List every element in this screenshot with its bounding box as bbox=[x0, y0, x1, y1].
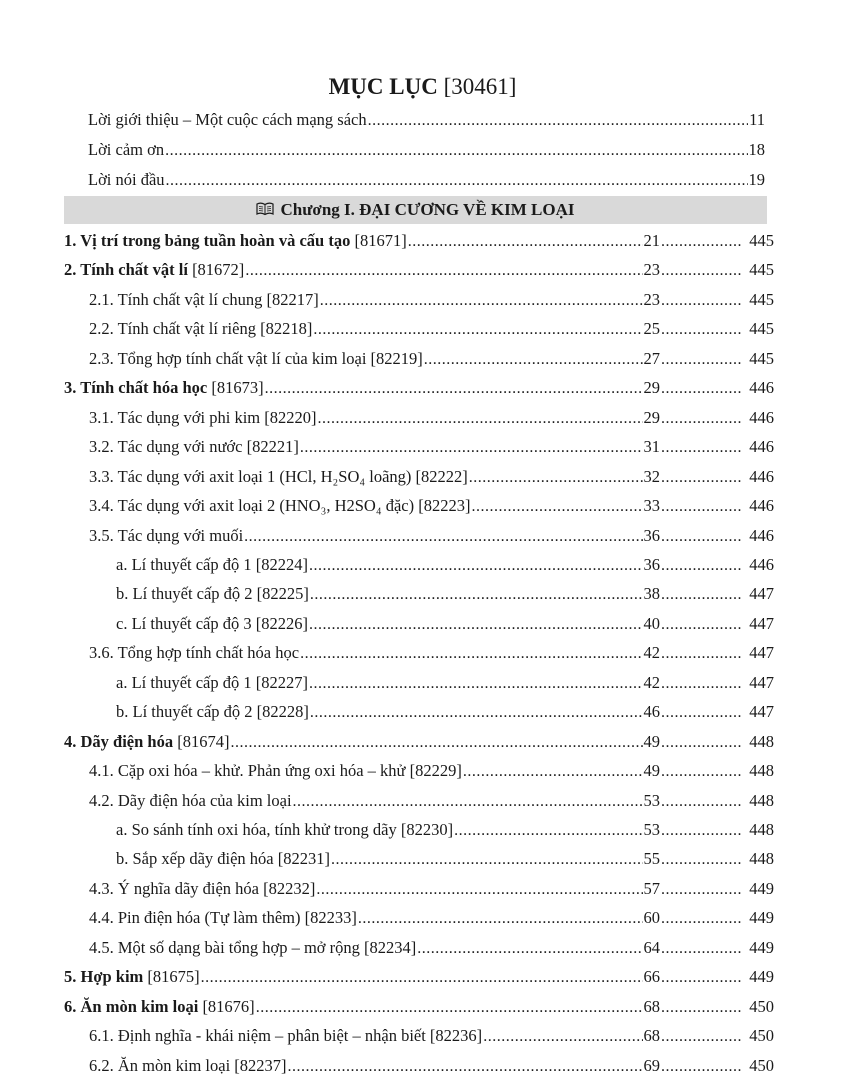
page-number-lesson: 53 bbox=[643, 791, 660, 810]
page-number-lesson: 23 bbox=[643, 290, 660, 309]
toc-entry-label: 2.3. Tổng hợp tính chất vật lí của kim loại [82219] bbox=[89, 349, 423, 368]
page-number-lesson: 36 bbox=[643, 555, 660, 574]
chapter-title: Chương I. ĐẠI CƯƠNG VỀ KIM LOẠI bbox=[280, 200, 575, 219]
dot-leader bbox=[408, 230, 643, 254]
toc-entry-row bbox=[64, 995, 774, 1019]
dot-leader bbox=[300, 642, 642, 666]
dot-leader bbox=[661, 289, 743, 313]
toc-entry-label: Lời giới thiệu – Một cuộc cách mạng sách bbox=[88, 110, 367, 129]
page-number-answer: 446 bbox=[749, 437, 774, 456]
dot-leader bbox=[661, 1055, 743, 1079]
page-number-answer: 445 bbox=[749, 231, 774, 250]
toc-entry-label: a. Lí thuyết cấp độ 1 [82224] bbox=[116, 555, 308, 574]
toc-entry-row bbox=[89, 317, 774, 341]
toc-entry-row bbox=[116, 847, 774, 871]
toc-entry-label: b. Lí thuyết cấp độ 2 [82228] bbox=[116, 702, 309, 721]
dot-leader bbox=[417, 937, 642, 961]
dot-leader bbox=[309, 613, 643, 637]
toc-entry-label: a. Lí thuyết cấp độ 1 [82227] bbox=[116, 673, 308, 692]
page-number-answer: 447 bbox=[749, 702, 774, 721]
page-number-lesson: 68 bbox=[643, 1026, 660, 1045]
dot-leader-group bbox=[660, 848, 744, 872]
page-number-answer: 446 bbox=[749, 555, 774, 574]
page-number-lesson: 42 bbox=[643, 673, 660, 692]
dot-leader-group bbox=[660, 525, 744, 549]
dot-leader-group bbox=[660, 790, 744, 814]
toc-entry-label: b. Lí thuyết cấp độ 2 [82225] bbox=[116, 584, 309, 603]
page-number-lesson: 32 bbox=[643, 467, 660, 486]
dot-leader bbox=[483, 1025, 642, 1049]
toc-entry-label: 3.1. Tác dụng với phi kim [82220] bbox=[89, 408, 317, 427]
toc-entry-label bbox=[64, 258, 244, 282]
toc-entry-label: 6.1. Định nghĩa - khái niệm – phân biệt – nhận biết [82236] bbox=[89, 1026, 483, 1045]
toc-entry-label: 2.2. Tính chất vật lí riêng [82218] bbox=[89, 319, 313, 338]
toc-entry-row bbox=[116, 818, 774, 842]
page-number-lesson: 49 bbox=[643, 732, 660, 751]
toc-entry-label bbox=[64, 376, 264, 400]
toc-entry-row bbox=[116, 671, 774, 695]
dot-leader-group bbox=[660, 966, 744, 990]
toc-entry-row bbox=[89, 759, 774, 783]
page-number-answer: 450 bbox=[749, 1026, 774, 1045]
page-number-lesson: 33 bbox=[643, 496, 660, 515]
title-code: [30461] bbox=[443, 74, 517, 99]
page-number-lesson: 57 bbox=[643, 879, 660, 898]
page-number: 19 bbox=[748, 170, 765, 189]
toc-entry-row bbox=[89, 524, 774, 548]
toc-entry-label: b. Sắp xếp dãy điện hóa [82231] bbox=[116, 849, 330, 868]
page-number-answer: 446 bbox=[749, 378, 774, 397]
dot-leader-group bbox=[660, 613, 744, 637]
toc-entry-row bbox=[89, 641, 774, 665]
toc-entry-label bbox=[64, 965, 200, 989]
page-number-answer: 448 bbox=[749, 732, 774, 751]
dot-leader bbox=[166, 169, 748, 193]
page-number-lesson: 66 bbox=[643, 967, 660, 986]
page-number-answer: 449 bbox=[749, 908, 774, 927]
page-number-lesson: 36 bbox=[643, 526, 660, 545]
toc-section-code: [81674] bbox=[173, 732, 230, 751]
toc-section-title: 6. Ăn mòn kim loại bbox=[64, 997, 199, 1016]
page-number-lesson: 68 bbox=[643, 997, 660, 1016]
dot-leader bbox=[265, 377, 643, 401]
dot-leader-group bbox=[660, 554, 744, 578]
dot-leader-group bbox=[660, 318, 744, 342]
toc-entry-row bbox=[89, 494, 774, 518]
open-book-icon bbox=[256, 196, 274, 224]
dot-leader bbox=[300, 436, 643, 460]
dot-leader bbox=[245, 259, 642, 283]
toc-entry-label: a. So sánh tính oxi hóa, tính khử trong dãy [82230] bbox=[116, 820, 454, 839]
dot-leader bbox=[661, 996, 743, 1020]
page-number-answer: 449 bbox=[749, 967, 774, 986]
toc-intro-row bbox=[88, 168, 765, 192]
toc-section-title: 1. Vị trí trong bảng tuần hoàn và cấu tạo bbox=[64, 231, 351, 250]
page-number-answer: 449 bbox=[749, 879, 774, 898]
dot-leader bbox=[661, 760, 743, 784]
toc-entry-label: 4.2. Dãy điện hóa của kim loại bbox=[89, 791, 292, 810]
page-number-answer: 446 bbox=[749, 496, 774, 515]
toc-entry-label: Lời nói đầu bbox=[88, 170, 165, 189]
dot-leader-group bbox=[660, 672, 744, 696]
toc-entry-row bbox=[64, 965, 774, 989]
dot-leader bbox=[256, 996, 643, 1020]
page-number-lesson: 40 bbox=[643, 614, 660, 633]
page-number-answer: 449 bbox=[749, 938, 774, 957]
dot-leader-group bbox=[660, 289, 744, 313]
dot-leader bbox=[244, 525, 642, 549]
toc-section-code: [81671] bbox=[350, 231, 407, 250]
page-number-answer: 448 bbox=[749, 791, 774, 810]
dot-leader bbox=[661, 848, 743, 872]
toc-entry-label: 4.5. Một số dạng bài tổng hợp – mở rộng [82234] bbox=[89, 938, 417, 957]
toc-entry-row bbox=[116, 553, 774, 577]
toc-intro-row bbox=[88, 108, 765, 132]
dot-leader-group bbox=[660, 701, 744, 725]
dot-leader bbox=[661, 937, 743, 961]
dot-leader bbox=[661, 318, 743, 342]
page-number-lesson: 60 bbox=[643, 908, 660, 927]
page-number-answer: 445 bbox=[749, 349, 774, 368]
page-number-lesson: 27 bbox=[643, 349, 660, 368]
toc-entry-label bbox=[64, 229, 407, 253]
page-number-lesson: 29 bbox=[643, 378, 660, 397]
dot-leader bbox=[358, 907, 643, 931]
dot-leader bbox=[317, 407, 642, 431]
dot-leader-group bbox=[660, 407, 744, 431]
dot-leader-group bbox=[660, 1055, 744, 1079]
toc-section-code: [81675] bbox=[143, 967, 200, 986]
toc-entry-label: c. Lí thuyết cấp độ 3 [82226] bbox=[116, 614, 308, 633]
toc-entry-row bbox=[89, 1054, 774, 1078]
dot-leader bbox=[309, 554, 643, 578]
dot-leader-group bbox=[660, 937, 744, 961]
page-number-answer: 447 bbox=[749, 643, 774, 662]
page-title bbox=[0, 72, 845, 102]
toc-entry-row bbox=[116, 700, 774, 724]
dot-leader bbox=[309, 672, 643, 696]
dot-leader bbox=[661, 259, 743, 283]
dot-leader-group bbox=[660, 731, 744, 755]
toc-entry-row bbox=[116, 582, 774, 606]
dot-leader bbox=[661, 878, 743, 902]
toc-entry-label: 6.2. Ăn mòn kim loại [82237] bbox=[89, 1056, 287, 1075]
page-number-answer: 450 bbox=[749, 1056, 774, 1075]
dot-leader-group bbox=[660, 348, 744, 372]
dot-leader bbox=[368, 109, 748, 133]
toc-section-code: [81676] bbox=[198, 997, 255, 1016]
page-number-lesson: 46 bbox=[643, 702, 660, 721]
dot-leader bbox=[661, 466, 743, 490]
dot-leader bbox=[661, 407, 743, 431]
page-number-lesson: 31 bbox=[643, 437, 660, 456]
dot-leader bbox=[463, 760, 643, 784]
dot-leader bbox=[661, 613, 743, 637]
dot-leader-group bbox=[660, 1025, 744, 1049]
dot-leader bbox=[661, 495, 743, 519]
toc-section-title: 4. Dãy điện hóa bbox=[64, 732, 174, 751]
toc-entry-row bbox=[89, 877, 774, 901]
dot-leader bbox=[661, 554, 743, 578]
dot-leader bbox=[201, 966, 643, 990]
toc-entry-row bbox=[64, 730, 774, 754]
dot-leader bbox=[661, 790, 743, 814]
toc-entry-row bbox=[64, 376, 774, 400]
toc-entry-row bbox=[64, 258, 774, 282]
dot-leader bbox=[310, 701, 643, 725]
page-number-answer: 450 bbox=[749, 997, 774, 1016]
dot-leader bbox=[316, 878, 642, 902]
title-main: MỤC LỤC bbox=[328, 74, 438, 99]
page-number-lesson: 69 bbox=[643, 1056, 660, 1075]
page-number-answer: 445 bbox=[749, 319, 774, 338]
dot-leader-group bbox=[660, 436, 744, 460]
page-number-lesson: 25 bbox=[643, 319, 660, 338]
page-number-answer: 448 bbox=[749, 761, 774, 780]
dot-leader bbox=[165, 139, 747, 163]
dot-leader bbox=[661, 230, 743, 254]
page-number-lesson: 49 bbox=[643, 761, 660, 780]
dot-leader bbox=[293, 790, 643, 814]
dot-leader bbox=[661, 377, 743, 401]
page-number-lesson: 55 bbox=[643, 849, 660, 868]
dot-leader bbox=[661, 701, 743, 725]
page-number-lesson: 42 bbox=[643, 643, 660, 662]
dot-leader bbox=[310, 583, 643, 607]
toc-section-code: [81672] bbox=[187, 260, 245, 279]
page-number-answer: 446 bbox=[749, 408, 774, 427]
page-number-lesson: 21 bbox=[643, 231, 660, 250]
page-number-answer: 446 bbox=[749, 526, 774, 545]
toc-section-code: [81673] bbox=[207, 378, 264, 397]
page-number-answer: 445 bbox=[749, 260, 774, 279]
toc-entry-row bbox=[64, 229, 774, 253]
page-number-answer: 447 bbox=[749, 673, 774, 692]
dot-leader bbox=[661, 525, 743, 549]
page-number-answer: 445 bbox=[749, 290, 774, 309]
dot-leader-group bbox=[660, 583, 744, 607]
page-number-answer: 448 bbox=[749, 849, 774, 868]
dot-leader-group bbox=[660, 230, 744, 254]
toc-entry-label: 4.1. Cặp oxi hóa – khử. Phản ứng oxi hóa – khử [82229] bbox=[89, 761, 462, 780]
toc-entry-label: 2.1. Tính chất vật lí chung [82217] bbox=[89, 290, 319, 309]
toc-section-title: 3. Tính chất hóa học bbox=[64, 378, 208, 397]
dot-leader bbox=[320, 289, 643, 313]
toc-entry-row bbox=[89, 936, 774, 960]
dot-leader bbox=[661, 819, 743, 843]
toc-entry-row bbox=[116, 612, 774, 636]
dot-leader-group bbox=[660, 907, 744, 931]
page-number-lesson: 64 bbox=[643, 938, 660, 957]
toc-entry-row bbox=[89, 406, 774, 430]
page-number-answer: 447 bbox=[749, 584, 774, 603]
dot-leader bbox=[661, 731, 743, 755]
toc-entry-row bbox=[89, 288, 774, 312]
toc-entry-row bbox=[89, 435, 774, 459]
toc-entry-row bbox=[89, 347, 774, 371]
dot-leader-group bbox=[660, 878, 744, 902]
dot-leader bbox=[230, 731, 642, 755]
page-number-lesson: 38 bbox=[643, 584, 660, 603]
toc-entry-label: 3.5. Tác dụng với muối bbox=[89, 526, 244, 545]
dot-leader bbox=[661, 1025, 743, 1049]
dot-leader bbox=[331, 848, 643, 872]
dot-leader bbox=[661, 642, 743, 666]
chapter-heading bbox=[64, 196, 767, 224]
dot-leader bbox=[469, 466, 643, 490]
toc-entry-label bbox=[64, 730, 229, 754]
dot-leader-group bbox=[660, 819, 744, 843]
toc-entry-row bbox=[89, 906, 774, 930]
page-number-lesson: 29 bbox=[643, 408, 660, 427]
dot-leader bbox=[661, 966, 743, 990]
page-number-answer: 446 bbox=[749, 467, 774, 486]
dot-leader bbox=[661, 672, 743, 696]
page-number-lesson: 23 bbox=[643, 260, 660, 279]
dot-leader bbox=[661, 436, 743, 460]
dot-leader bbox=[661, 907, 743, 931]
toc-entry-label: 4.4. Pin điện hóa (Tự làm thêm) [82233] bbox=[89, 908, 357, 927]
toc-entry-label: Lời cảm ơn bbox=[88, 140, 165, 159]
dot-leader-group bbox=[660, 377, 744, 401]
page-number: 11 bbox=[749, 110, 765, 129]
toc-entry-row bbox=[89, 1024, 774, 1048]
toc-section-title: 5. Hợp kim bbox=[64, 967, 144, 986]
dot-leader-group bbox=[660, 259, 744, 283]
dot-leader bbox=[471, 495, 642, 519]
dot-leader bbox=[424, 348, 643, 372]
dot-leader-group bbox=[660, 760, 744, 784]
dot-leader bbox=[454, 819, 642, 843]
toc-entry-label: 3.4. Tác dụng với axit loại 2 (HNO₃, H2SO₄ đặc) [82223] bbox=[89, 496, 471, 515]
toc-entry-label: 3.2. Tác dụng với nước [82221] bbox=[89, 437, 299, 456]
toc-intro-row bbox=[88, 138, 765, 162]
toc-entry-row bbox=[89, 465, 774, 489]
dot-leader-group bbox=[660, 495, 744, 519]
page-number-answer: 448 bbox=[749, 820, 774, 839]
dot-leader-group bbox=[660, 996, 744, 1020]
dot-leader bbox=[288, 1055, 643, 1079]
page-number-lesson: 53 bbox=[643, 820, 660, 839]
dot-leader-group bbox=[660, 642, 744, 666]
page-number: 18 bbox=[748, 140, 765, 159]
dot-leader bbox=[661, 348, 743, 372]
toc-entry-row bbox=[89, 789, 774, 813]
toc-entry-label: 3.3. Tác dụng với axit loại 1 (HCl, H₂SO₄ loãng) [82222] bbox=[89, 467, 468, 486]
toc-entry-label: 4.3. Ý nghĩa dãy điện hóa [82232] bbox=[89, 879, 316, 898]
toc-entry-label bbox=[64, 995, 255, 1019]
page-number-answer: 447 bbox=[749, 614, 774, 633]
dot-leader bbox=[661, 583, 743, 607]
toc-section-title: 2. Tính chất vật lí bbox=[64, 260, 188, 279]
toc-entry-label: 3.6. Tổng hợp tính chất hóa học bbox=[89, 643, 300, 662]
dot-leader bbox=[313, 318, 642, 342]
dot-leader-group bbox=[660, 466, 744, 490]
